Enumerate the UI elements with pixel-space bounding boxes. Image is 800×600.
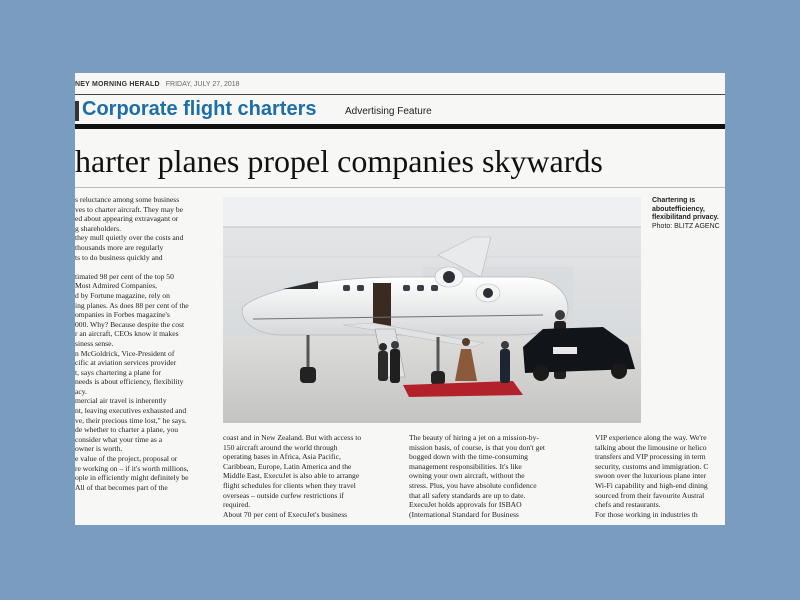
text-line: ves to charter aircraft. They may be [75,204,184,214]
text-line: siness sense. [75,338,114,348]
jet-open-door [373,283,391,329]
text-line: efficiency, flexibilit [652,205,705,222]
text-line: Middle East, ExecuJet is also able to arrange [223,471,360,481]
text-line: 000. Why? Because despite the cost [75,319,185,329]
text-line: All of that becomes part of the [75,482,168,492]
private-jet-hangar-illustration [223,197,641,423]
text-line: Wi-Fi capability and high-end dining [595,480,708,490]
text-line: For those working in industries th [595,509,698,519]
text-line: The beauty of hiring a jet on a mission-by- [409,433,539,442]
hangar-ceiling [223,197,641,227]
text-line: (International Standard for Business [409,509,519,519]
text-line: ed about appearing extravagant or [75,214,179,224]
masthead-date: FRIDAY, JULY 27, 2018 [165,81,240,88]
text-line: nt, leaving executives exhausted and [75,406,187,416]
article-column-4 [595,433,725,525]
section-subtitle: Advertising Feature [345,106,432,117]
text-line: consider what your time as a [75,434,163,444]
text-line: swoon over the luxurious plane inter [595,471,707,481]
text-line: owner is worth. [75,444,123,454]
text-line: ing planes. As does 88 per cent of the [75,300,189,310]
text-line: Chartering is about [652,197,696,213]
text-line: they mull quietly over the costs and [75,233,184,243]
text-line: About 70 per cent of ExecuJet's business [223,509,348,519]
text-line: overseas – outside curfew restrictions if [223,490,344,500]
text-line: mercial air travel is inherently [75,396,167,406]
text-line: r an aircraft, CEOs know it makes [75,329,179,339]
text-line: management responsibilities. It's like [409,461,522,471]
text-line: t, says chartering a plane for [75,367,162,377]
text-line: e value of the project, proposal or [75,454,178,464]
text-line: needs is about efficiency, flexibility [75,377,184,387]
text-line: timated 98 per cent of the top 50 [75,271,174,281]
text-line: stress. Plus, you have absolute confidence [409,480,537,490]
text-line: ExecuJet holds approvals for ISBAO [409,500,522,510]
newspaper-clipping [75,73,725,525]
text-line [75,492,215,502]
text-line: sourced from their favourite Austral [595,490,705,500]
text-line: that all safety standards are up to date. [409,490,526,500]
text-line: acy. [75,386,87,396]
text-line: d by Fortune magazine, rely on [75,290,170,300]
text-line: bogged down with the time-consuming [409,452,528,462]
text-line: g shareholders. [75,223,121,233]
text-line: ts to do business quickly and [75,252,163,262]
text-line: ompanies in Forbes magazine's [75,310,170,320]
text-line: operating bases in Africa, Asia Pacific, [223,452,341,462]
text-line: n McGoldrick, Vice-President of [75,348,175,358]
text-line: ve, their precious time lost," he says. [75,415,187,425]
text-line: and privacy. [678,214,719,222]
text-line: s reluctance among some business [75,195,180,204]
photo-caption-text [652,197,725,223]
text-line: cific at aviation services provider [75,358,177,368]
text-line: chefs and restaurants. [595,500,661,510]
section-banner [75,97,725,129]
text-line: security, customs and immigration. C [595,461,709,471]
text-line: owning your own aircraft, without the [409,471,525,481]
section-title: Corporate flight charters [82,98,317,120]
text-line: 150 aircraft around the world through [223,442,338,452]
text-line: de whether to charter a plane, you [75,425,179,435]
article-column-1 [75,195,215,525]
article-column-3 [409,433,587,525]
text-line: required. [223,500,251,510]
text-line: mission basis, of course, is that you don't get [409,442,545,452]
text-line: flight schedules for clients when they travel [223,480,356,490]
text-line: coast and in New Zealand. But with access to [223,433,362,442]
car-licence-plate [553,347,577,354]
text-line: re working on – if it's worth millions, [75,463,189,473]
text-line: Most Admired Companies, [75,281,158,291]
masthead-paper-name: NEY MORNING HERALD [75,81,160,88]
text-line: talking about the limousine or helico [595,442,707,452]
section-marker [75,101,79,121]
masthead [75,73,725,95]
text-line: VIP experience along the way. We're [595,433,707,442]
article-headline: harter planes propel companies skywards [75,143,603,179]
article-photo [223,197,641,423]
text-line: Caribbean, Europe, Latin America and the [223,461,352,471]
photo-caption [652,197,725,231]
text-line: ople in efficiently might definitely be [75,473,189,483]
headline-divider [75,187,725,188]
text-line [75,262,215,272]
text-line: transfers and VIP processing in term [595,452,706,462]
article-column-2 [223,433,399,525]
text-line: thousands more are regularly [75,242,164,252]
photo-credit: Photo: BLITZ AGENC [652,222,720,230]
